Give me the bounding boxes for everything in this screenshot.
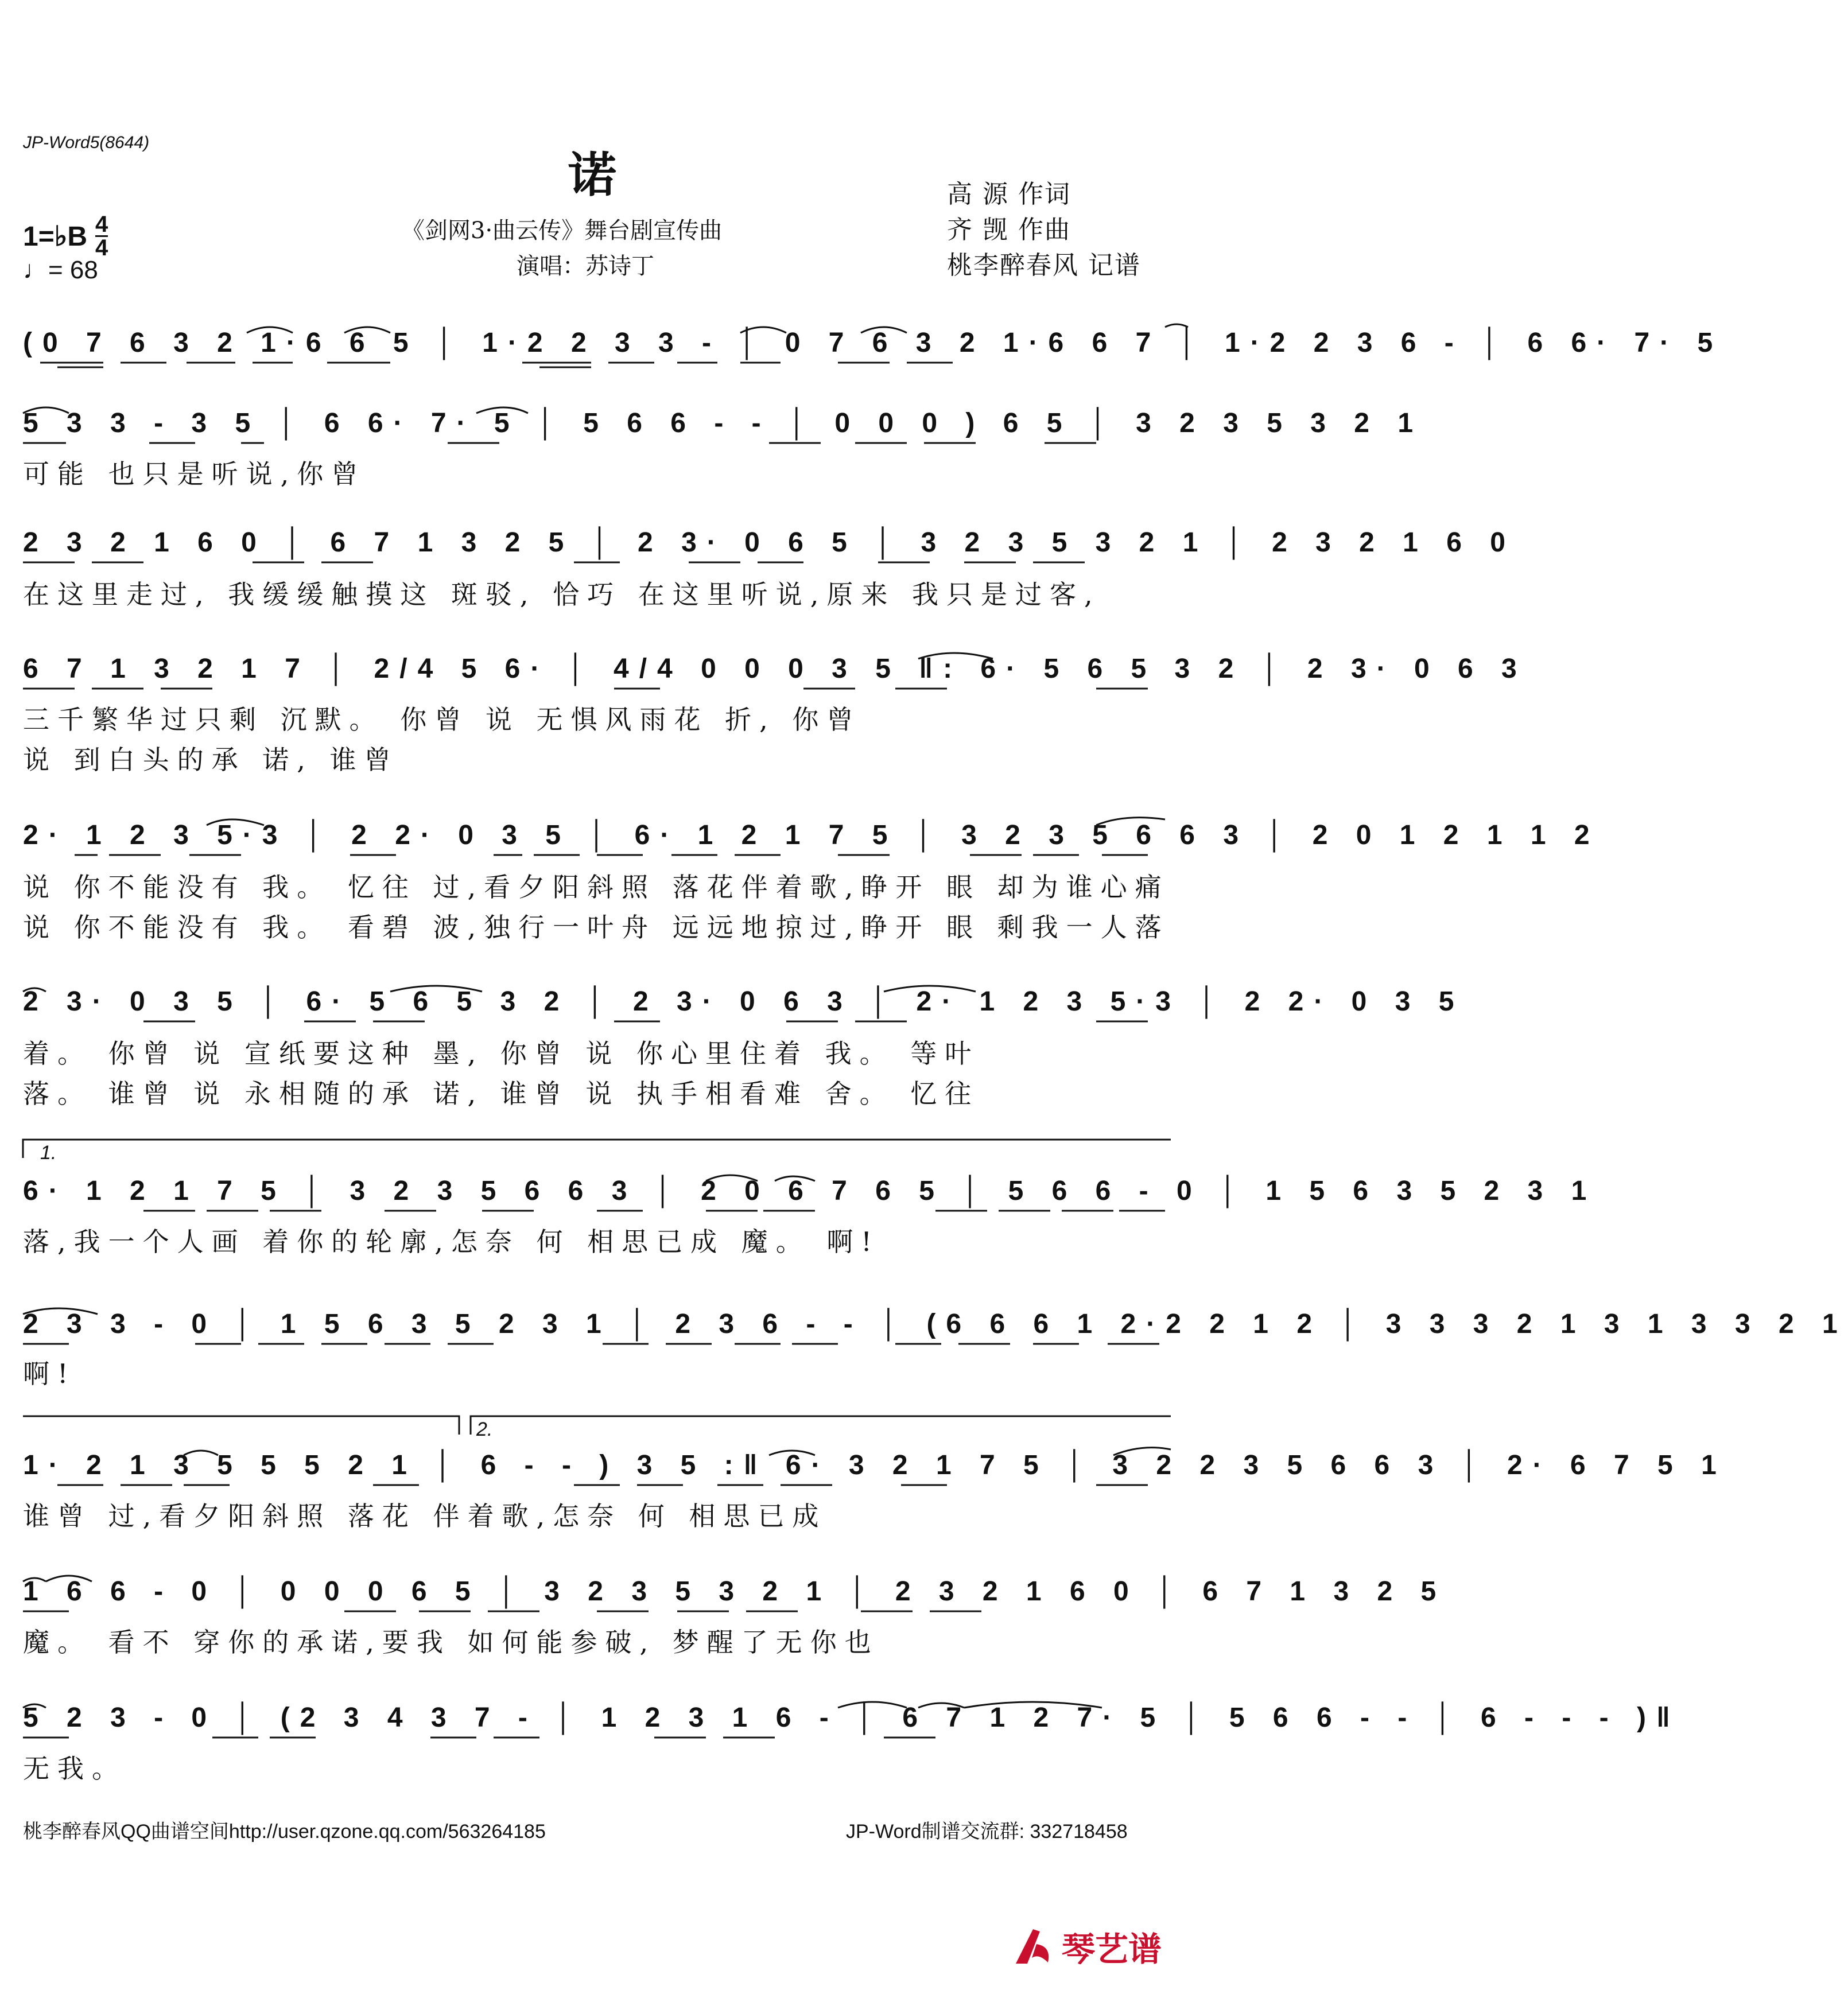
time-top: 4 bbox=[95, 212, 108, 237]
notation-line: 5 2 3 - 0 │ (2 3 4 3 7 - │ 1 2 3 1 6 - │ 6 7 1 2 7· 5 │ 5 6 6 - - │ 6 - - - )‖ bbox=[23, 1703, 1680, 1733]
lyric-line-3a: 在这里走过, 我缓缓触摸这 斑驳, 恰巧 在这里听说,原来 我只是过客, bbox=[23, 579, 1101, 610]
lyric-line-2a: 可能 也只是听说,你曾 bbox=[23, 458, 366, 489]
time-signature bbox=[95, 213, 108, 259]
lyric-line-4a: 三千繁华过只剩 沉默。 你曾 说 无惧风雨花 折, 你曾 bbox=[23, 704, 861, 735]
score-row-1 bbox=[23, 321, 1723, 373]
lyric-line-9a: 谁曾 过,看夕阳斜照 落花 伴着歌,怎奈 何 相思已成 bbox=[23, 1501, 827, 1532]
score-row-6 bbox=[23, 980, 1465, 1032]
lyric-line-5a: 说 你不能没有 我。 忆往 过,看夕阳斜照 落花伴着歌,睁开 眼 却为谁心痛 bbox=[23, 872, 1170, 903]
lyric-line-11a: 无我。 bbox=[23, 1753, 126, 1784]
subtitle: 《剑网3·曲云传》舞台剧宣传曲 bbox=[402, 217, 723, 244]
notation-line: (0 7 6 3 2 1·6 6 5 │ 1·2 2 3 3 - │ 0 7 6 3 2 1·6 6 7 │ 1·2 2 3 6 - │ 6 6· 7· 5 bbox=[23, 328, 1723, 358]
credit-transcriber: 桃李醉春风 记谱 bbox=[947, 251, 1141, 280]
credit-composer: 齐 觊 作曲 bbox=[947, 215, 1071, 244]
software-label: JP-Word5(8644) bbox=[23, 133, 150, 152]
lyric-line-7a: 落,我一个人画 着你的轮廓,怎奈 何 相思已成 魔。 啊! bbox=[23, 1226, 880, 1257]
key-label: 1=♭B bbox=[23, 221, 88, 252]
volta-1-bracket bbox=[23, 1135, 1171, 1158]
logo-text: 琴艺谱 bbox=[1062, 1930, 1162, 1969]
notation-line: 2 3· 0 3 5 │ 6· 5 6 5 3 2 │ 2 3· 0 6 3 │ 2· 1 2 3 5·3 │ 2 2· 0 3 5 bbox=[23, 986, 1465, 1017]
lute-logo-icon bbox=[1010, 1923, 1056, 1969]
time-bottom: 4 bbox=[95, 235, 108, 261]
notation-line: 2 3 3 - 0 │ 1 5 6 3 5 2 3 1 │ 2 3 6 - - │ (6 6 6 1 2·2 2 1 2 │ 3 3 3 2 1 3 1 3 3 2 1 bbox=[23, 1309, 1848, 1339]
score-row-11 bbox=[23, 1696, 1680, 1748]
notation-line: 2· 1 2 3 5·3 │ 2 2· 0 3 5 │ 6· 1 2 1 7 5 │ 3 2 3 5 6 6 3 │ 2 0 1 2 1 1 2 bbox=[23, 820, 1600, 850]
notation-line: 2 3 2 1 6 0 │ 6 7 1 3 2 5 │ 2 3· 0 6 5 │ 3 2 3 5 3 2 1 │ 2 3 2 1 6 0 bbox=[23, 527, 1516, 558]
tempo: ♩= 68 bbox=[23, 256, 98, 284]
score-row-8 bbox=[23, 1303, 1848, 1354]
singer: 演唱：苏诗丁 bbox=[517, 253, 654, 279]
volta-2-label: 2. bbox=[476, 1418, 493, 1440]
lyric-line-10a: 魔。 看不 穿你的承诺,要我 如何能参破, 梦醒了无你也 bbox=[23, 1627, 879, 1658]
lyric-line-6a: 着。 你曾 说 宣纸要这种 墨, 你曾 说 你心里住着 我。 等叶 bbox=[23, 1038, 980, 1069]
credit-lyricist: 高 源 作词 bbox=[947, 180, 1071, 209]
notation-line: 6 7 1 3 2 1 7 │ 2/4 5 6· │ 4/4 0 0 0 3 5 ‖: 6· 5 6 5 3 2 │ 2 3· 0 6 3 bbox=[23, 654, 1527, 684]
score-row-10 bbox=[23, 1570, 1447, 1622]
score-row-4 bbox=[23, 647, 1527, 699]
score-row-9 bbox=[23, 1444, 1727, 1495]
lyric-line-6b: 落。 谁曾 说 永相随的承 诺, 谁曾 说 执手相看难 舍。 忆往 bbox=[23, 1078, 980, 1109]
song-title: 诺 bbox=[568, 146, 617, 203]
lyric-line-8a: 啊! bbox=[23, 1358, 76, 1389]
lyric-line-4b: 说 到白头的承 诺, 谁曾 bbox=[23, 744, 399, 775]
key-signature bbox=[23, 213, 108, 259]
volta-1-label: 1. bbox=[40, 1142, 57, 1164]
score-row-2 bbox=[23, 402, 1424, 453]
footer-right: JP-Word制谱交流群: 332718458 bbox=[846, 1821, 1128, 1843]
lyric-line-5b: 说 你不能没有 我。 看碧 波,独行一叶舟 远远地掠过,睁开 眼 剩我一人落 bbox=[23, 912, 1170, 943]
site-logo bbox=[1010, 1922, 1162, 1970]
score-row-3 bbox=[23, 521, 1516, 573]
footer-left: 桃李醉春风QQ曲谱空间http://user.qzone.qq.com/563264185 bbox=[23, 1821, 546, 1843]
notation-line: 5 3 3 - 3 5 │ 6 6· 7· 5 │ 5 6 6 - - │ 0 0 0 ) 6 5 │ 3 2 3 5 3 2 1 bbox=[23, 408, 1424, 438]
notation-line: 1 6 6 - 0 │ 0 0 0 6 5 │ 3 2 3 5 3 2 1 │ 2 3 2 1 6 0 │ 6 7 1 3 2 5 bbox=[23, 1576, 1447, 1607]
notation-line: 6· 1 2 1 7 5 │ 3 2 3 5 6 6 3 │ 2 0 6 7 6 5 │ 5 6 6 - 0 │ 1 5 6 3 5 2 3 1 bbox=[23, 1176, 1597, 1206]
notation-line: 1· 2 1 3 5 5 5 2 1 │ 6 - - ) 3 5 :‖ 6· 3 2 1 7 5 │ 3 2 2 3 5 6 6 3 │ 2· 6 7 5 1 bbox=[23, 1450, 1727, 1480]
score-row-7 bbox=[23, 1169, 1597, 1221]
score-row-5 bbox=[23, 814, 1600, 865]
volta-2-bracket bbox=[23, 1412, 1171, 1435]
